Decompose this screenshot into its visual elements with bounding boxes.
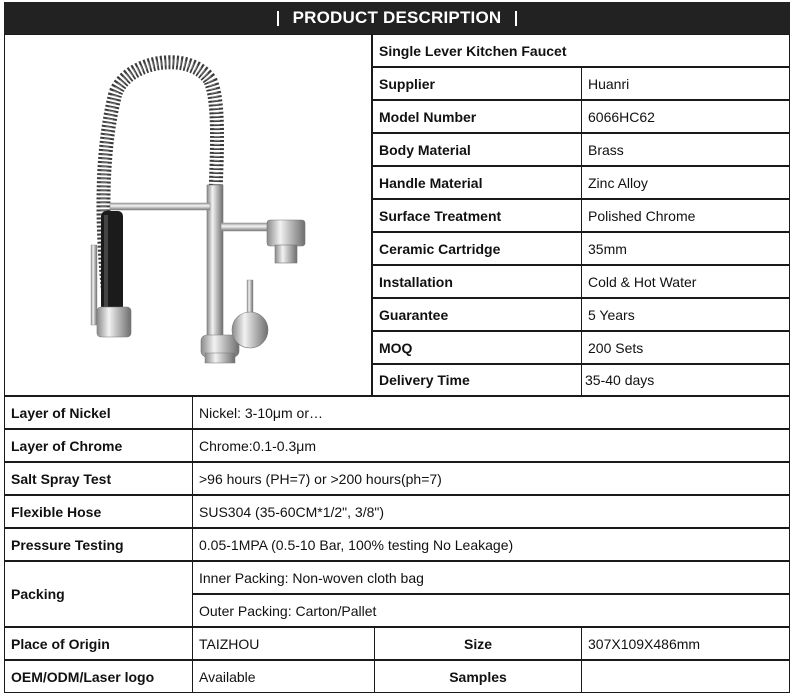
detail-label-salt-spray: Salt Spray Test [4,462,193,495]
detail-value-pressure: 0.05-1MPA (0.5-10 Bar, 100% testing No Leakage) [192,528,790,561]
spec-label-cartridge: Ceramic Cartridge [372,232,582,265]
header-title: PRODUCT DESCRIPTION [292,8,502,27]
spec-label-body: Body Material [372,133,582,166]
spec-label-supplier: Supplier [372,67,582,100]
spec-label-installation: Installation [372,265,582,298]
spec-label-handle: Handle Material [372,166,582,199]
samples-label: Samples [374,660,582,693]
detail-label-pressure: Pressure Testing [4,528,193,561]
origin-label: Place of Origin [4,627,193,660]
spec-value-cartridge: 35mm [581,232,790,265]
packing-label: Packing [4,561,193,627]
spec-value-surface: Polished Chrome [581,199,790,232]
product-image [4,34,372,396]
spec-label-surface: Surface Treatment [372,199,582,232]
spec-value-handle: Zinc Alloy [581,166,790,199]
spec-value-delivery: 35-40 days [581,364,790,396]
oem-value: Available [192,660,375,693]
detail-value-salt-spray: >96 hours (PH=7) or >200 hours(ph=7) [192,462,790,495]
detail-value-chrome: Chrome:0.1-0.3μm [192,429,790,462]
spec-label-model: Model Number [372,100,582,133]
spec-value-guarantee: 5 Years [581,298,790,331]
size-value: 307X109X486mm [581,627,790,660]
spec-value-body: Brass [581,133,790,166]
section-header [4,2,790,34]
product-name: Single Lever Kitchen Faucet [372,34,790,67]
faucet-icon [5,35,371,395]
spec-label-moq: MOQ [372,331,582,364]
header-bar-right [515,11,517,26]
spec-value-supplier: Huanri [581,67,790,100]
spec-label-delivery: Delivery Time [372,364,582,396]
spec-value-installation: Cold & Hot Water [581,265,790,298]
detail-label-hose: Flexible Hose [4,495,193,528]
packing-inner: Inner Packing: Non-woven cloth bag [192,561,790,594]
detail-value-hose: SUS304 (35-60CM*1/2", 3/8") [192,495,790,528]
spec-value-model: 6066HC62 [581,100,790,133]
packing-outer: Outer Packing: Carton/Pallet [192,594,790,627]
detail-label-chrome: Layer of Chrome [4,429,193,462]
oem-label: OEM/ODM/Laser logo [4,660,193,693]
spec-value-moq: 200 Sets [581,331,790,364]
size-label: Size [374,627,582,660]
detail-label-nickel: Layer of Nickel [4,396,193,429]
spec-label-guarantee: Guarantee [372,298,582,331]
header-bar-left [277,11,279,26]
samples-value [581,660,790,693]
detail-value-nickel: Nickel: 3-10μm or… [192,396,790,429]
origin-value: TAIZHOU [192,627,375,660]
